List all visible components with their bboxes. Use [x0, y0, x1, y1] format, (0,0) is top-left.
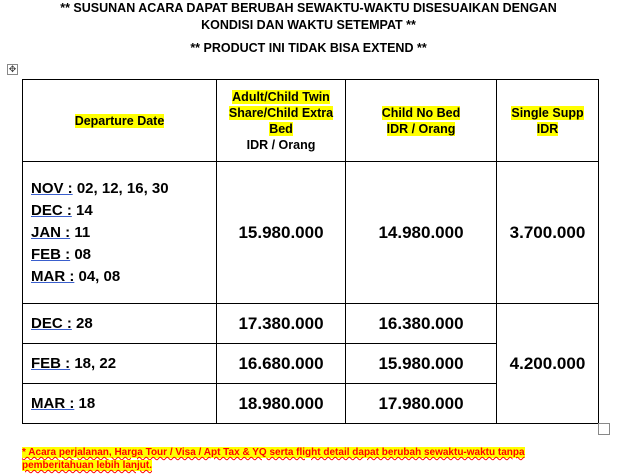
single-supp-cell: 4.200.000 [497, 304, 599, 424]
single-supp-cell: 3.700.000 [497, 162, 599, 304]
child-price-cell: 14.980.000 [346, 162, 497, 304]
footnote [22, 446, 582, 472]
child-price-cell: 15.980.000 [346, 344, 497, 384]
adult-price-cell: 17.380.000 [217, 304, 346, 344]
header-departure-date: Departure Date [23, 80, 217, 162]
departure-dates-cell [23, 162, 217, 304]
header-single-supp: Single Supp IDR [497, 80, 599, 162]
document-header [0, 0, 617, 57]
table-move-handle-icon[interactable]: ✥ [8, 64, 17, 74]
header-line-3: ** PRODUCT INI TIDAK BISA EXTEND ** [190, 41, 427, 55]
adult-price-cell: 15.980.000 [217, 162, 346, 304]
departure-dates-cell: FEB : 18, 22 [23, 344, 217, 384]
child-price-cell: 16.380.000 [346, 304, 497, 344]
header-line-2: KONDISI DAN WAKTU SETEMPAT ** [201, 18, 416, 32]
date-line: DEC : 14 [31, 201, 93, 219]
price-table [22, 79, 599, 424]
header-child-no-bed: Child No Bed IDR / Orang [346, 80, 497, 162]
table-header-row [23, 80, 599, 162]
departure-dates-cell: MAR : 18 [23, 384, 217, 424]
header-adult-price: Adult/Child Twin Share/Child Extra Bed IDR / Orang [217, 80, 346, 162]
date-line: NOV : 02, 12, 16, 30 [31, 179, 169, 197]
departure-dates-cell: DEC : 28 [23, 304, 217, 344]
child-price-cell: 17.980.000 [346, 384, 497, 424]
date-line: MAR : 04, 08 [31, 267, 121, 285]
adult-price-cell: 18.980.000 [217, 384, 346, 424]
date-line: FEB : 08 [31, 245, 92, 263]
footnote-line-1: * Acara perjalanan, Harga Tour / Visa / Apt Tax & YQ serta flight detail dapat berubah sewaktu-waktu tanpa [22, 447, 525, 458]
header-line-1: ** SUSUNAN ACARA DAPAT BERUBAH SEWAKTU-WAKTU DISESUAIKAN DENGAN [60, 1, 557, 15]
footnote-line-2: pemberitahuan lebih lanjut. [22, 460, 153, 471]
table-row [23, 162, 599, 304]
adult-price-cell: 16.680.000 [217, 344, 346, 384]
date-line: JAN : 11 [31, 223, 91, 241]
table-row [23, 304, 599, 344]
table-resize-handle-icon[interactable] [598, 423, 610, 435]
